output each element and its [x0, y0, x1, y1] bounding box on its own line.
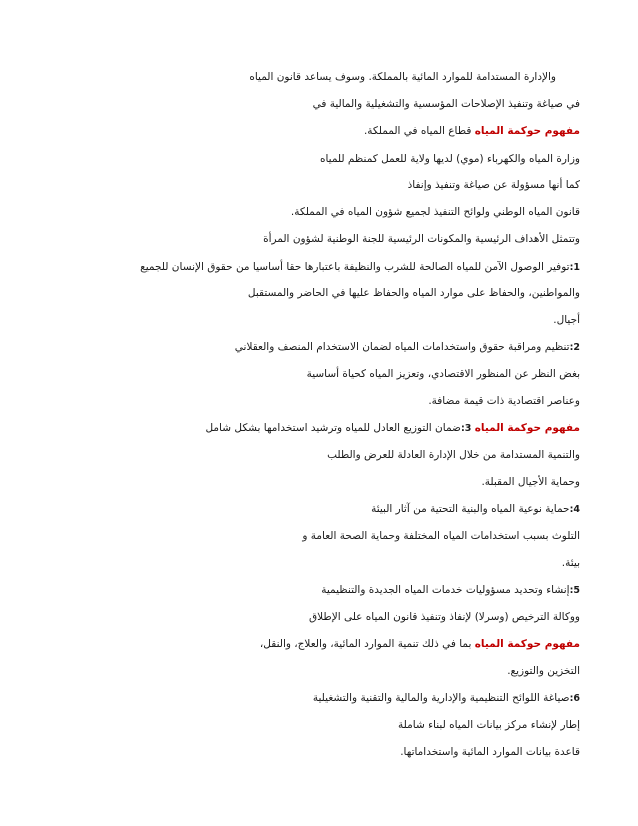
item-number: 4:: [569, 504, 580, 515]
text-line: قانون المياه الوطني ولوائح التنفيذ لجميع شؤون المياه في المملكة.: [290, 206, 580, 218]
text-line: مفهوم حوكمة المياه بما في ذلك تنمية الموارد المائية، والعلاج، والنقل،: [259, 638, 580, 650]
item-number: 6:: [569, 693, 580, 704]
list-item: 1:توفير الوصول الآمن للمياه الصالحة للشرب والنظيفة باعتبارها حقا أساسيا من حقوق الإنسان للجميع: [140, 261, 580, 273]
text-line: التلوث بسبب استخدامات المياه المختلفة وحماية الصحة العامة و: [302, 530, 580, 542]
heading-water-governance: مفهوم حوكمة المياه: [474, 422, 580, 434]
text-line: قاعدة بيانات الموارد المائية واستخداماتها.: [400, 746, 580, 758]
list-item: 5:إنشاء وتحديد مسؤوليات خدمات المياه الجديدة والتنظيمية: [321, 584, 580, 596]
text-line: وحماية الأجيال المقبلة.: [481, 476, 580, 488]
item-number: 3:: [460, 423, 472, 434]
list-item: 4:حماية نوعية المياه والبنية التحتية من آثار البيئة: [371, 503, 580, 515]
text-line: كما أنها مسؤولة عن صياغة وتنفيذ وإنفاذ: [407, 179, 580, 191]
text-line: والتنمية المستدامة من خلال الإدارة العادلة للعرض والطلب: [327, 449, 580, 461]
list-item: مفهوم حوكمة المياه 3:ضمان التوزيع العادل للمياه وترشيد استخدامها بشكل شامل: [205, 422, 580, 434]
text-line: مفهوم حوكمة المياه قطاع المياه في المملكة.: [363, 125, 580, 137]
item-number: 1:: [569, 262, 580, 273]
text-line: بيئة.: [561, 557, 580, 569]
list-item: 2:تنظيم ومراقبة حقوق واستخدامات المياه لضمان الاستخدام المنصف والعقلاني: [234, 341, 580, 353]
item-number: 2:: [569, 342, 580, 353]
text-line: في صياغة وتنفيذ الإصلاحات المؤسسية والتشغيلية والمالية في: [312, 98, 580, 110]
item-number: 5:: [569, 585, 580, 596]
text-line: التخزين والتوزيع.: [507, 665, 580, 677]
list-item: 6:صياغة اللوائح التنظيمية والإدارية والمالية والتقنية والتشغيلية: [312, 692, 580, 704]
heading-water-governance: مفهوم حوكمة المياه: [474, 125, 580, 137]
text-line: أجيال.: [553, 314, 580, 326]
text-line: والمواطنين، والحفاظ على موارد المياه والحفاظ عليها في الحاضر والمستقبل: [247, 287, 580, 299]
text-line: ووكالة الترخيص (وسرلا) لإنفاذ وتنفيذ قانون المياه على الإطلاق: [308, 611, 580, 623]
text-line: وزارة المياه والكهرباء (موي) لديها ولاية للعمل كمنظم للمياه: [319, 153, 580, 165]
heading-water-governance: مفهوم حوكمة المياه: [474, 638, 580, 650]
text-line: وعناصر اقتصادية ذات قيمة مضافة.: [428, 395, 580, 407]
text-line: والإدارة المستدامة للموارد المائية بالمملكة. وسوف يساعد قانون المياه: [249, 71, 556, 83]
text-line: وتتمثل الأهداف الرئيسية والمكونات الرئيسية للجنة الوطنية لشؤون المرأة: [263, 233, 580, 245]
text-line: إطار لإنشاء مركز بيانات المياه لبناء شاملة: [398, 719, 580, 731]
text-line: بغض النظر عن المنظور الاقتصادي، وتعزيز المياه كحياة أساسية: [306, 368, 580, 380]
